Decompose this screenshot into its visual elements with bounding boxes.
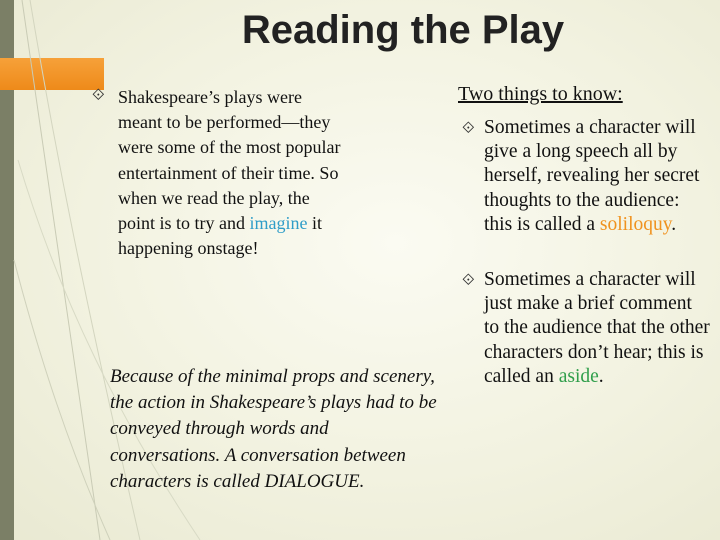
slide-title: Reading the Play [241, 8, 565, 52]
aside-bullet [484, 268, 710, 389]
soliloquy-term: soliloquy [599, 213, 672, 235]
soliloquy-text: Sometimes a character will give a long speech all by herself, revealing her secret thoughts to the audience: this is called a [484, 117, 700, 235]
aside-text: Sometimes a character will just make a brief comment to the audience that the other characters don’t hear; this is called an [484, 269, 710, 387]
diamond-arrow-icon: ⟐ [92, 87, 105, 104]
imagine-highlight: imagine [249, 213, 308, 234]
right-heading: Two things to know: [458, 83, 623, 105]
left-paragraph [118, 85, 343, 261]
soliloquy-bullet [484, 116, 710, 237]
diamond-arrow-icon: ⟐ [462, 120, 475, 137]
soliloquy-period: . [671, 213, 677, 235]
left-paragraph-end: it happening onstage! [118, 213, 322, 259]
dialogue-note: Because of the minimal props and scenery, the action in Shakespeare’s plays had to be conveyed through words and conversations. A conversation between characters is called DIALOGUE. [110, 366, 437, 492]
aside-term: aside [558, 365, 599, 387]
orange-accent-tab [0, 58, 104, 90]
aside-period: . [598, 365, 604, 387]
left-paragraph-text: Shakespeare’s plays were meant to be performed—they were some of the most popular entertainment of their time. So when we read the play, the point is to try and [118, 87, 341, 234]
diamond-arrow-icon: ⟐ [462, 272, 475, 289]
